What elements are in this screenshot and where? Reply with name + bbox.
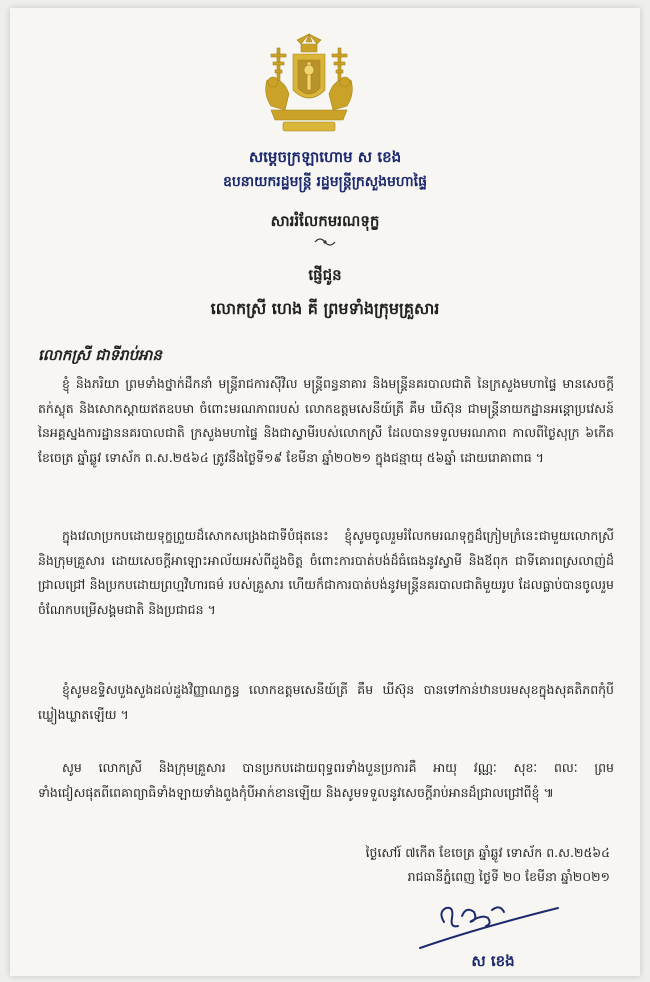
royal-coat-of-arms-icon xyxy=(257,30,361,138)
signer-name: ស ខេង xyxy=(471,952,515,970)
sender-title: ឧបនាយករដ្ឋមន្ត្រី រដ្ឋមន្ត្រីក្រសួងមហាផ្ទៃ xyxy=(222,174,427,190)
salutation: លោកស្រី ជាទីរាប់អាន xyxy=(38,346,162,364)
ornament-icon xyxy=(313,236,337,248)
paragraph-prayer xyxy=(38,678,614,727)
paragraph-4-text: សូម លោកស្រី និងក្រុមគ្រួសារ បានប្រកបដោយពុទ្ធពរទាំងបួនប្រការគឺ អាយុ វណ្ណៈ សុខៈ ពលៈ ព្រមទាំងជៀសផុតពីពេគាព្យាធិទាំងឡាយទាំងពួងកុំបីអាក់ខានឡើយ និងសូមទទួលនូវសេចក្តីរាប់អានដ៏ជ្រាលជ្រៅពីខ្ញុំ ៕ xyxy=(38,760,614,800)
paragraph-sympathy xyxy=(38,524,614,622)
handwritten-signature-icon xyxy=(408,892,568,956)
paragraph-1-text: ខ្ញុំ និងភរិយា ព្រមទាំងថ្នាក់ដឹកនាំ មន្ត្រីរាជការស៊ីវិល មន្ត្រីពន្ធនាគារ និងមន្ត្រីនគរបាលជាតិ នៃក្រសួងមហាផ្ទៃ មានសេចក្តីតក់ស្លុត និងសោកស្តាយឥតឧបមា ចំពោះមរណភាពរបស់ លោកឧត្តមសេនីយ៍ត្រី គឹម ឃីស៊ុន ជាមន្ត្រីនាយកដ្ឋានអន្តោប្រវេសន៍ នៃអគ្គស្នងការដ្ឋាននគរបាលជាតិ ក្រសួងមហាផ្ទៃ និងជាស្វាមីរបស់លោកស្រី ដែលបានទទួលមរណភាព កាលពីថ្ងៃសុក្រ ៦កើត ខែចេត្រ ឆ្នាំឆ្លូវ ទោស័ក ព.ស.២៥៦៤ ត្រូវនឹងថ្ងៃទី១៩ ខែមីនា ឆ្នាំ២០២១ ក្នុងជន្មាយុ ៥៦ឆ្នាំ ដោយរោគាពាធ ។ xyxy=(38,376,614,465)
to-label: ផ្ញើជូន xyxy=(308,266,342,284)
document-title: សាររំលែកមរណទុក្ខ xyxy=(270,212,380,230)
solar-date-place: រាជធានីភ្នំពេញ ថ្ងៃទី ២០ ខែមីនា ឆ្នាំ២០២១ xyxy=(407,869,610,884)
recipient: លោកស្រី ហេង គី ព្រមទាំងក្រុមគ្រួសារ xyxy=(210,299,440,318)
paragraph-blessing xyxy=(38,756,614,805)
paragraph-3-text: ខ្ញុំសូមឧទ្ទិសបួងសួងដល់ដួងវិញ្ញាណក្ខន្ធ លោកឧត្តមសេនីយ៍ត្រី គឹម ឃីស៊ុន បានទៅកាន់ឋានបរមសុខក្នុងសុគតិភពកុំបីឃ្លៀងឃ្លាតឡើយ ។ xyxy=(38,682,614,722)
sender-name: សម្តេចក្រឡាហោម ស ខេង xyxy=(248,148,402,166)
lunar-date: ថ្ងៃសៅរ៍ ៧កើត ខែចេត្រ ឆ្នាំឆ្លូវ ទោស័ក ព.ស.២៥៦៤ xyxy=(365,845,610,860)
paragraph-condolence xyxy=(38,372,614,470)
paragraph-2-text: ក្នុងវេលាប្រកបដោយទុក្ខព្រួយដ៏សោកសង្រេងជាទីបំផុតនេះ ខ្ញុំសូមចូលរួមរំលែកមរណទុក្ខដ៏ក្រៀមក្រំនេះជាមួយលោកស្រី និងក្រុមគ្រួសារ ដោយសេចក្តីអាឡោះអាល័យអស់ពីដួងចិត្ត ចំពោះការបាត់បង់ដ៏ធំធេងនូវស្វាមី និងឪពុក ជាទីគោរពស្រលាញ់ដ៏ជ្រាលជ្រៅ និងប្រកបដោយព្រហ្មវិហារធម៌ របស់គ្រួសារ ហើយក៏ជាការបាត់បង់នូវមន្ត្រីនគរបាលជាតិមួយរូប ដែលធ្លាប់បានចូលរួមចំណែកបម្រើសង្គមជាតិ និងប្រជាជន ។ xyxy=(38,528,614,617)
